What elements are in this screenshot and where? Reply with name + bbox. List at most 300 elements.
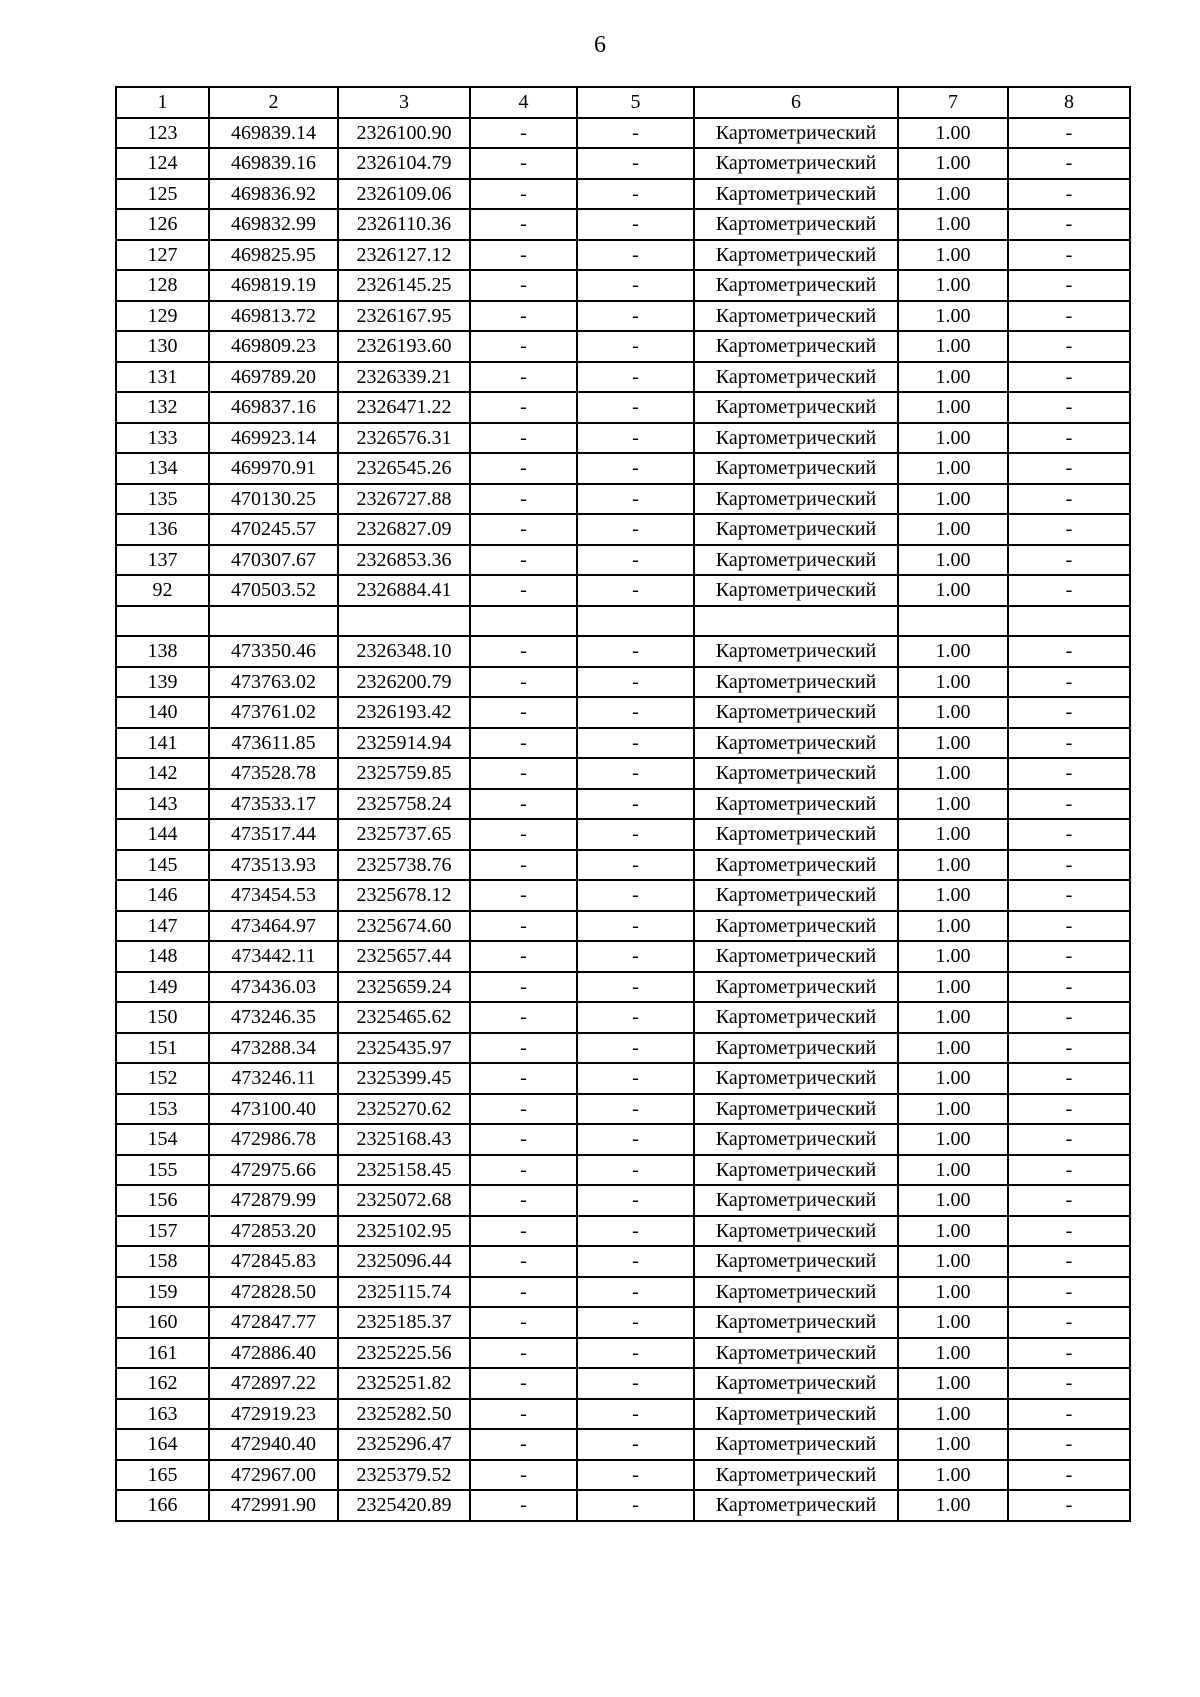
header-row [116, 87, 1130, 118]
method-cell: Картометрический [694, 1399, 898, 1430]
accuracy-cell: 1.00 [898, 1246, 1008, 1277]
y-coordinate-cell: 2325158.45 [338, 1155, 470, 1186]
col-8-cell: - [1008, 1368, 1130, 1399]
x-coordinate-cell: 473350.46 [209, 636, 338, 667]
y-coordinate-cell: 2326853.36 [338, 545, 470, 576]
accuracy-cell: 1.00 [898, 453, 1008, 484]
col-5-cell: - [577, 118, 694, 149]
col-5-cell: - [577, 331, 694, 362]
table-row [116, 1307, 1130, 1338]
point-number-cell: 166 [116, 1490, 209, 1521]
point-number-cell: 131 [116, 362, 209, 393]
y-coordinate-cell: 2325659.24 [338, 972, 470, 1003]
col-5-cell: - [577, 1033, 694, 1064]
col-5-cell: - [577, 362, 694, 393]
table-row [116, 972, 1130, 1003]
point-number-cell: 159 [116, 1277, 209, 1308]
col-5-cell: - [577, 819, 694, 850]
table-row [116, 1002, 1130, 1033]
col-4-cell: - [470, 1094, 577, 1125]
header-cell-7: 7 [898, 87, 1008, 118]
point-number-cell [116, 606, 209, 637]
col-8-cell: - [1008, 270, 1130, 301]
x-coordinate-cell: 469836.92 [209, 179, 338, 210]
accuracy-cell: 1.00 [898, 362, 1008, 393]
y-coordinate-cell: 2325435.97 [338, 1033, 470, 1064]
col-8-cell: - [1008, 758, 1130, 789]
accuracy-cell: 1.00 [898, 789, 1008, 820]
method-cell: Картометрический [694, 362, 898, 393]
col-4-cell: - [470, 1155, 577, 1186]
accuracy-cell: 1.00 [898, 545, 1008, 576]
col-5-cell [577, 606, 694, 637]
y-coordinate-cell: 2326727.88 [338, 484, 470, 515]
col-4-cell: - [470, 514, 577, 545]
col-5-cell: - [577, 697, 694, 728]
table-row [116, 1155, 1130, 1186]
y-coordinate-cell: 2325096.44 [338, 1246, 470, 1277]
table-row [116, 636, 1130, 667]
x-coordinate-cell: 469970.91 [209, 453, 338, 484]
method-cell: Картометрический [694, 1185, 898, 1216]
x-coordinate-cell: 469809.23 [209, 331, 338, 362]
col-8-cell: - [1008, 148, 1130, 179]
point-number-cell: 164 [116, 1429, 209, 1460]
accuracy-cell: 1.00 [898, 758, 1008, 789]
x-coordinate-cell: 470307.67 [209, 545, 338, 576]
x-coordinate-cell: 473513.93 [209, 850, 338, 881]
page-number: 6 [594, 32, 606, 58]
y-coordinate-cell: 2326339.21 [338, 362, 470, 393]
table-row [116, 1216, 1130, 1247]
col-4-cell: - [470, 636, 577, 667]
col-8-cell: - [1008, 118, 1130, 149]
col-4-cell: - [470, 728, 577, 759]
table-row [116, 1246, 1130, 1277]
col-4-cell [470, 606, 577, 637]
accuracy-cell: 1.00 [898, 514, 1008, 545]
y-coordinate-cell: 2326127.12 [338, 240, 470, 271]
x-coordinate-cell: 469839.16 [209, 148, 338, 179]
table-row [116, 1368, 1130, 1399]
accuracy-cell: 1.00 [898, 148, 1008, 179]
col-8-cell: - [1008, 240, 1130, 271]
method-cell: Картометрический [694, 1124, 898, 1155]
table-row [116, 362, 1130, 393]
table-row [116, 514, 1130, 545]
method-cell: Картометрический [694, 728, 898, 759]
accuracy-cell: 1.00 [898, 270, 1008, 301]
col-5-cell: - [577, 1002, 694, 1033]
table-row [116, 1033, 1130, 1064]
col-4-cell: - [470, 911, 577, 942]
col-5-cell: - [577, 758, 694, 789]
x-coordinate-cell: 473100.40 [209, 1094, 338, 1125]
point-number-cell: 158 [116, 1246, 209, 1277]
col-5-cell: - [577, 484, 694, 515]
x-coordinate-cell: 473517.44 [209, 819, 338, 850]
table-row [116, 789, 1130, 820]
accuracy-cell: 1.00 [898, 941, 1008, 972]
x-coordinate-cell: 470130.25 [209, 484, 338, 515]
col-4-cell: - [470, 880, 577, 911]
col-5-cell: - [577, 1063, 694, 1094]
point-number-cell: 137 [116, 545, 209, 576]
y-coordinate-cell: 2325296.47 [338, 1429, 470, 1460]
method-cell: Картометрический [694, 850, 898, 881]
accuracy-cell: 1.00 [898, 1429, 1008, 1460]
col-5-cell: - [577, 453, 694, 484]
header-cell-4: 4 [470, 87, 577, 118]
y-coordinate-cell: 2326884.41 [338, 575, 470, 606]
point-number-cell: 146 [116, 880, 209, 911]
col-4-cell: - [470, 1490, 577, 1521]
method-cell: Картометрический [694, 1033, 898, 1064]
y-coordinate-cell: 2325737.65 [338, 819, 470, 850]
table-row [116, 728, 1130, 759]
y-coordinate-cell: 2326576.31 [338, 423, 470, 454]
col-4-cell: - [470, 1307, 577, 1338]
col-5-cell: - [577, 1429, 694, 1460]
accuracy-cell: 1.00 [898, 209, 1008, 240]
col-4-cell: - [470, 972, 577, 1003]
accuracy-cell: 1.00 [898, 1063, 1008, 1094]
col-8-cell: - [1008, 1246, 1130, 1277]
header-cell-2: 2 [209, 87, 338, 118]
method-cell: Картометрический [694, 697, 898, 728]
accuracy-cell: 1.00 [898, 301, 1008, 332]
col-5-cell: - [577, 728, 694, 759]
method-cell: Картометрический [694, 1460, 898, 1491]
table-row [116, 331, 1130, 362]
y-coordinate-cell: 2326193.60 [338, 331, 470, 362]
accuracy-cell: 1.00 [898, 1033, 1008, 1064]
y-coordinate-cell: 2325282.50 [338, 1399, 470, 1430]
accuracy-cell: 1.00 [898, 575, 1008, 606]
x-coordinate-cell: 469923.14 [209, 423, 338, 454]
accuracy-cell: 1.00 [898, 697, 1008, 728]
accuracy-cell: 1.00 [898, 911, 1008, 942]
method-cell: Картометрический [694, 575, 898, 606]
col-8-cell: - [1008, 1216, 1130, 1247]
accuracy-cell: 1.00 [898, 1277, 1008, 1308]
col-5-cell: - [577, 1216, 694, 1247]
x-coordinate-cell: 473442.11 [209, 941, 338, 972]
col-5-cell: - [577, 789, 694, 820]
method-cell: Картометрический [694, 118, 898, 149]
x-coordinate-cell: 472886.40 [209, 1338, 338, 1369]
point-number-cell: 142 [116, 758, 209, 789]
col-4-cell: - [470, 1216, 577, 1247]
y-coordinate-cell: 2326827.09 [338, 514, 470, 545]
point-number-cell: 161 [116, 1338, 209, 1369]
table-row [116, 392, 1130, 423]
point-number-cell: 92 [116, 575, 209, 606]
table-row [116, 1185, 1130, 1216]
point-number-cell: 165 [116, 1460, 209, 1491]
col-5-cell: - [577, 1185, 694, 1216]
y-coordinate-cell: 2325758.24 [338, 789, 470, 820]
method-cell: Картометрический [694, 758, 898, 789]
col-8-cell: - [1008, 880, 1130, 911]
accuracy-cell: 1.00 [898, 1368, 1008, 1399]
accuracy-cell: 1.00 [898, 972, 1008, 1003]
col-4-cell: - [470, 1246, 577, 1277]
col-5-cell: - [577, 636, 694, 667]
method-cell: Картометрический [694, 1490, 898, 1521]
accuracy-cell: 1.00 [898, 392, 1008, 423]
x-coordinate-cell: 473533.17 [209, 789, 338, 820]
col-8-cell: - [1008, 941, 1130, 972]
table-row [116, 423, 1130, 454]
header-cell-5: 5 [577, 87, 694, 118]
method-cell: Картометрический [694, 331, 898, 362]
y-coordinate-cell: 2325674.60 [338, 911, 470, 942]
x-coordinate-cell: 472967.00 [209, 1460, 338, 1491]
accuracy-cell: 1.00 [898, 1094, 1008, 1125]
y-coordinate-cell: 2325251.82 [338, 1368, 470, 1399]
point-number-cell: 126 [116, 209, 209, 240]
col-4-cell: - [470, 362, 577, 393]
y-coordinate-cell: 2326145.25 [338, 270, 470, 301]
point-number-cell: 138 [116, 636, 209, 667]
table-row [116, 1063, 1130, 1094]
method-cell: Картометрический [694, 240, 898, 271]
col-5-cell: - [577, 545, 694, 576]
col-8-cell: - [1008, 1460, 1130, 1491]
accuracy-cell: 1.00 [898, 1399, 1008, 1430]
table-row [116, 1429, 1130, 1460]
y-coordinate-cell: 2325168.43 [338, 1124, 470, 1155]
y-coordinate-cell: 2326104.79 [338, 148, 470, 179]
x-coordinate-cell: 473288.34 [209, 1033, 338, 1064]
table-row [116, 1094, 1130, 1125]
col-8-cell: - [1008, 1124, 1130, 1155]
x-coordinate-cell: 472919.23 [209, 1399, 338, 1430]
col-4-cell: - [470, 1338, 577, 1369]
y-coordinate-cell: 2325420.89 [338, 1490, 470, 1521]
point-number-cell: 154 [116, 1124, 209, 1155]
y-coordinate-cell: 2325225.56 [338, 1338, 470, 1369]
y-coordinate-cell: 2326109.06 [338, 179, 470, 210]
accuracy-cell: 1.00 [898, 1185, 1008, 1216]
col-8-cell: - [1008, 972, 1130, 1003]
col-8-cell: - [1008, 1338, 1130, 1369]
x-coordinate-cell: 469813.72 [209, 301, 338, 332]
point-number-cell: 133 [116, 423, 209, 454]
coordinates-table [115, 86, 1131, 1522]
col-4-cell: - [470, 1460, 577, 1491]
col-4-cell: - [470, 148, 577, 179]
col-4-cell: - [470, 667, 577, 698]
col-8-cell: - [1008, 453, 1130, 484]
col-4-cell: - [470, 209, 577, 240]
table-row [116, 240, 1130, 271]
col-8-cell: - [1008, 1307, 1130, 1338]
point-number-cell: 150 [116, 1002, 209, 1033]
table-row [116, 148, 1130, 179]
method-cell: Картометрический [694, 301, 898, 332]
table-row [116, 484, 1130, 515]
x-coordinate-cell: 473246.11 [209, 1063, 338, 1094]
accuracy-cell: 1.00 [898, 331, 1008, 362]
y-coordinate-cell: 2325185.37 [338, 1307, 470, 1338]
table-row [116, 819, 1130, 850]
x-coordinate-cell: 472986.78 [209, 1124, 338, 1155]
col-8-cell: - [1008, 728, 1130, 759]
accuracy-cell: 1.00 [898, 728, 1008, 759]
point-number-cell: 144 [116, 819, 209, 850]
accuracy-cell: 1.00 [898, 880, 1008, 911]
x-coordinate-cell: 473464.97 [209, 911, 338, 942]
col-4-cell: - [470, 850, 577, 881]
y-coordinate-cell: 2325759.85 [338, 758, 470, 789]
col-4-cell: - [470, 331, 577, 362]
table-row [116, 850, 1130, 881]
x-coordinate-cell: 469819.19 [209, 270, 338, 301]
col-8-cell: - [1008, 392, 1130, 423]
table-row [116, 606, 1130, 637]
table-row [116, 667, 1130, 698]
col-4-cell: - [470, 301, 577, 332]
point-number-cell: 162 [116, 1368, 209, 1399]
table-row [116, 301, 1130, 332]
y-coordinate-cell: 2325379.52 [338, 1460, 470, 1491]
col-4-cell: - [470, 1033, 577, 1064]
y-coordinate-cell: 2325072.68 [338, 1185, 470, 1216]
point-number-cell: 152 [116, 1063, 209, 1094]
method-cell: Картометрический [694, 1277, 898, 1308]
col-4-cell: - [470, 789, 577, 820]
header-cell-6: 6 [694, 87, 898, 118]
method-cell: Картометрический [694, 819, 898, 850]
y-coordinate-cell: 2325399.45 [338, 1063, 470, 1094]
table-row [116, 1338, 1130, 1369]
x-coordinate-cell: 472853.20 [209, 1216, 338, 1247]
point-number-cell: 132 [116, 392, 209, 423]
col-5-cell: - [577, 1124, 694, 1155]
accuracy-cell: 1.00 [898, 1307, 1008, 1338]
header-cell-3: 3 [338, 87, 470, 118]
col-8-cell: - [1008, 484, 1130, 515]
x-coordinate-cell: 472940.40 [209, 1429, 338, 1460]
method-cell: Картометрический [694, 1063, 898, 1094]
col-5-cell: - [577, 392, 694, 423]
accuracy-cell: 1.00 [898, 484, 1008, 515]
table-row [116, 911, 1130, 942]
method-cell: Картометрический [694, 972, 898, 1003]
col-4-cell: - [470, 1277, 577, 1308]
x-coordinate-cell: 470503.52 [209, 575, 338, 606]
point-number-cell: 139 [116, 667, 209, 698]
x-coordinate-cell: 473763.02 [209, 667, 338, 698]
col-5-cell: - [577, 1399, 694, 1430]
point-number-cell: 130 [116, 331, 209, 362]
x-coordinate-cell: 473528.78 [209, 758, 338, 789]
x-coordinate-cell: 469789.20 [209, 362, 338, 393]
method-cell: Картометрический [694, 1002, 898, 1033]
col-8-cell: - [1008, 819, 1130, 850]
point-number-cell: 128 [116, 270, 209, 301]
col-8-cell: - [1008, 362, 1130, 393]
method-cell: Картометрический [694, 1368, 898, 1399]
point-number-cell: 148 [116, 941, 209, 972]
col-8-cell: - [1008, 1094, 1130, 1125]
x-coordinate-cell: 470245.57 [209, 514, 338, 545]
col-8-cell: - [1008, 1429, 1130, 1460]
accuracy-cell: 1.00 [898, 1155, 1008, 1186]
point-number-cell: 135 [116, 484, 209, 515]
table-row [116, 545, 1130, 576]
x-coordinate-cell [209, 606, 338, 637]
method-cell: Картометрический [694, 636, 898, 667]
col-4-cell: - [470, 1185, 577, 1216]
table-row [116, 697, 1130, 728]
table-row [116, 1277, 1130, 1308]
col-5-cell: - [577, 575, 694, 606]
table-row [116, 941, 1130, 972]
y-coordinate-cell: 2326110.36 [338, 209, 470, 240]
method-cell: Картометрический [694, 941, 898, 972]
point-number-cell: 155 [116, 1155, 209, 1186]
col-8-cell: - [1008, 179, 1130, 210]
y-coordinate-cell: 2325678.12 [338, 880, 470, 911]
col-8-cell: - [1008, 636, 1130, 667]
point-number-cell: 157 [116, 1216, 209, 1247]
col-8-cell: - [1008, 209, 1130, 240]
col-5-cell: - [577, 1246, 694, 1277]
col-8-cell: - [1008, 545, 1130, 576]
col-5-cell: - [577, 850, 694, 881]
x-coordinate-cell: 472879.99 [209, 1185, 338, 1216]
col-5-cell: - [577, 301, 694, 332]
table-row [116, 1460, 1130, 1491]
point-number-cell: 151 [116, 1033, 209, 1064]
y-coordinate-cell: 2326471.22 [338, 392, 470, 423]
method-cell: Картометрический [694, 484, 898, 515]
point-number-cell: 160 [116, 1307, 209, 1338]
col-8-cell: - [1008, 423, 1130, 454]
col-8-cell: - [1008, 1155, 1130, 1186]
point-number-cell: 136 [116, 514, 209, 545]
y-coordinate-cell: 2325657.44 [338, 941, 470, 972]
col-4-cell: - [470, 270, 577, 301]
x-coordinate-cell: 472847.77 [209, 1307, 338, 1338]
method-cell: Картометрический [694, 453, 898, 484]
point-number-cell: 147 [116, 911, 209, 942]
table-row [116, 1124, 1130, 1155]
col-8-cell: - [1008, 301, 1130, 332]
col-4-cell: - [470, 392, 577, 423]
col-5-cell: - [577, 1155, 694, 1186]
y-coordinate-cell [338, 606, 470, 637]
col-4-cell: - [470, 484, 577, 515]
point-number-cell: 123 [116, 118, 209, 149]
point-number-cell: 163 [116, 1399, 209, 1430]
method-cell: Картометрический [694, 514, 898, 545]
col-8-cell: - [1008, 667, 1130, 698]
table-row [116, 1490, 1130, 1521]
accuracy-cell: 1.00 [898, 850, 1008, 881]
col-8-cell: - [1008, 575, 1130, 606]
method-cell: Картометрический [694, 545, 898, 576]
x-coordinate-cell: 472845.83 [209, 1246, 338, 1277]
col-4-cell: - [470, 1368, 577, 1399]
col-5-cell: - [577, 972, 694, 1003]
x-coordinate-cell: 473246.35 [209, 1002, 338, 1033]
accuracy-cell: 1.00 [898, 1216, 1008, 1247]
col-4-cell: - [470, 545, 577, 576]
